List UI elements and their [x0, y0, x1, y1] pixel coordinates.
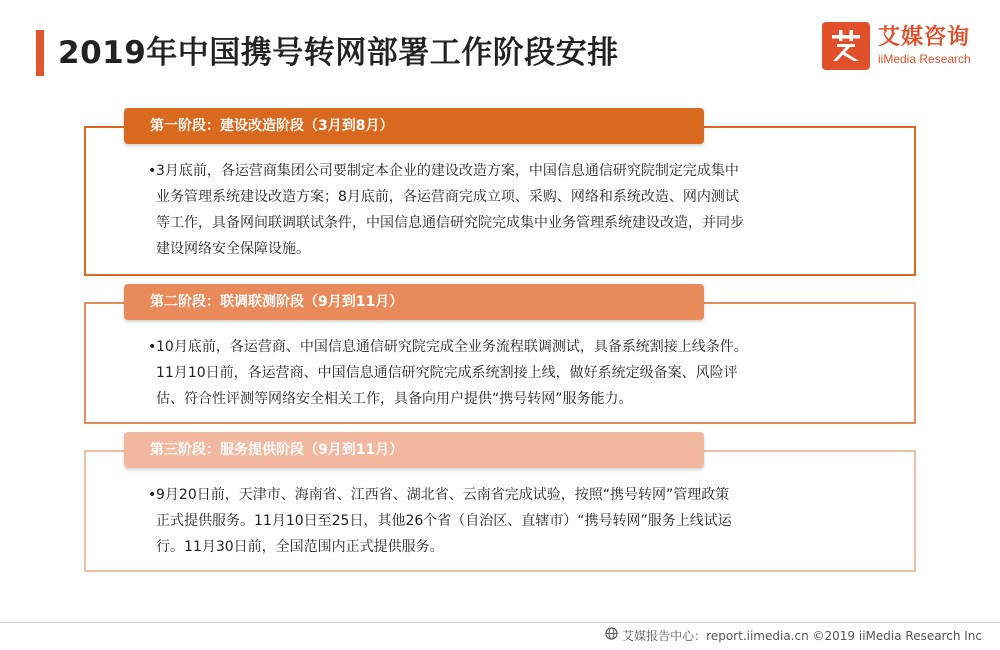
- stage-1-line-1: 3月底前，各运营商集团公司要制定本企业的建设改造方案，中国信息通信研究院制定完成集中: [156, 163, 739, 179]
- stage-2-line-1: 10月底前，各运营商、中国信息通信研究院完成全业务流程联调测试，具备系统割接上线条件。: [156, 339, 748, 355]
- stage-3-heading: 第三阶段：服务提供阶段（9月到11月）: [124, 432, 704, 468]
- ai-character-logo-icon: [822, 22, 870, 70]
- brand-logo: [822, 22, 971, 70]
- footer-text[interactable]: 艾媒报告中心：report.iimedia.cn ©2019 iiMedia Research Inc: [622, 629, 982, 643]
- stage-1-line-3: 等工作，具备网间联调联试条件，中国信息通信研究院完成集中业务管理系统建设改造，并同步: [156, 215, 744, 231]
- stage-1-line-2: 业务管理系统建设改造方案；8月底前，各运营商完成立项、采购、网络和系统改造、网内测试: [156, 189, 739, 205]
- brand-name-cn: 艾媒咨询: [878, 25, 971, 50]
- title-accent-bar: [36, 30, 44, 76]
- footer-divider: [0, 622, 1000, 623]
- bullet-marker: •: [148, 487, 157, 503]
- brand-name-en: iiMedia Research: [878, 52, 971, 66]
- stage-2-line-3: 估、符合性评测等网络安全相关工作，具备向用户提供“携号转网”服务能力。: [156, 391, 633, 407]
- page-title: 2019年中国携号转网部署工作阶段安排: [58, 35, 619, 71]
- stage-2-box: [84, 302, 916, 424]
- brand-logo-text: [878, 25, 971, 67]
- stage-3-line-3: 行。11月30日前，全国范围内正式提供服务。: [156, 539, 444, 555]
- footer: [605, 627, 982, 645]
- stage-2-line-2: 11月10日前，各运营商、中国信息通信研究院完成系统割接上线，做好系统定级备案、风险评: [156, 365, 738, 381]
- stage-1-box: [84, 126, 916, 276]
- stage-1-heading: 第一阶段：建设改造阶段（3月到8月）: [124, 108, 704, 144]
- globe-icon: [605, 627, 618, 645]
- bullet-marker: •: [148, 163, 157, 179]
- stage-3-line-1: 9月20日前，天津市、海南省、江西省、湖北省、云南省完成试验，按照“携号转网”管理政策: [156, 487, 730, 503]
- stage-3-line-2: 正式提供服务。11月10日至25日，其他26个省（自治区、直辖市）“携号转网”服务上线试运: [156, 513, 732, 529]
- stage-1-line-4: 建设网络安全保障设施。: [156, 241, 310, 257]
- bullet-marker: •: [148, 339, 157, 355]
- stage-3-box: [84, 450, 916, 572]
- stage-2-heading: 第二阶段：联调联测阶段（9月到11月）: [124, 284, 704, 320]
